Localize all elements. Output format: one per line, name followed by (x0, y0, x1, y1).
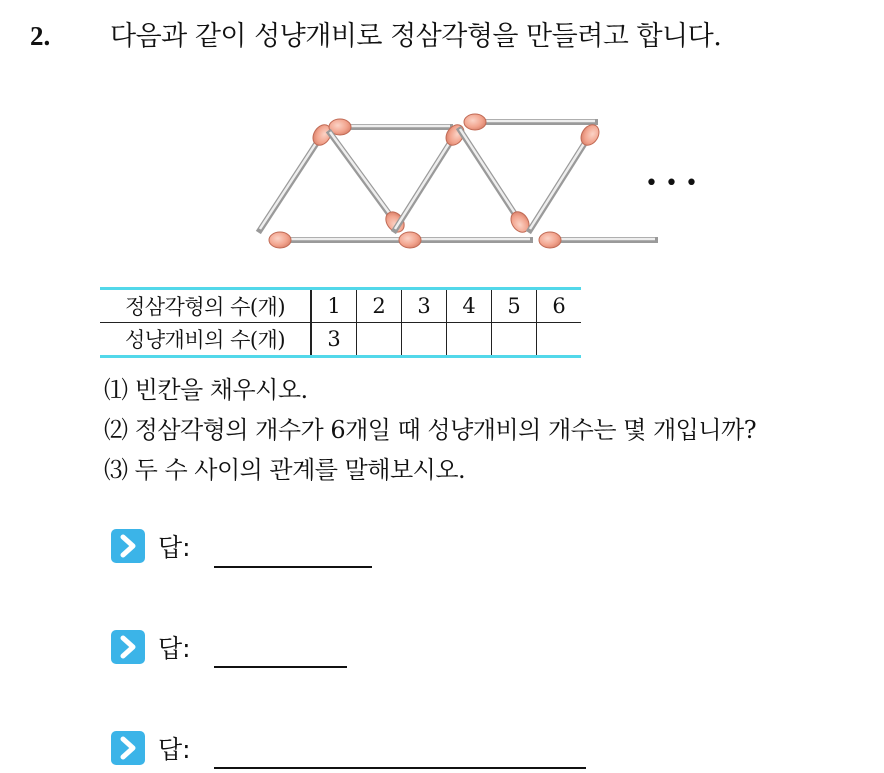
question-header (30, 14, 721, 53)
matchstick-highlight (530, 142, 585, 229)
subquestion-2: ⑵ 정삼각형의 개수가 6개일 때 성냥개비의 개수는 몇 개입니까? (104, 416, 757, 444)
matchstick-highlight (460, 129, 515, 213)
answer-label: 답: (158, 634, 191, 663)
chevron-right-icon (110, 528, 146, 564)
table-row-matches (100, 323, 581, 357)
answer-row-1 (110, 528, 191, 564)
answer-label: 답: (158, 735, 191, 764)
match-count-cell[interactable] (492, 323, 537, 357)
table-row-triangles (100, 289, 581, 323)
match-count-cell[interactable]: 3 (311, 323, 357, 357)
answer-label: 답: (158, 533, 191, 562)
answer-blank-1[interactable] (214, 566, 372, 568)
answer-row-3 (110, 730, 191, 766)
chevron-right-icon (110, 629, 146, 665)
matchstick-highlight (395, 142, 450, 229)
triangle-count-cell: 3 (402, 289, 447, 323)
question-text: 다음과 같이 성냥개비로 정삼각형을 만들려고 합니다. (110, 21, 722, 52)
matchstick-figure (250, 105, 700, 255)
triangle-count-cell: 5 (492, 289, 537, 323)
question-number: 2. (30, 21, 51, 51)
row-label-matches: 성냥개비의 수(개) (100, 323, 311, 357)
subquestion-1: ⑴ 빈칸을 채우시오. (104, 376, 308, 404)
match-count-cell[interactable] (447, 323, 492, 357)
matchstick-highlight (260, 142, 317, 229)
match-count-cell[interactable] (357, 323, 402, 357)
row-label-triangles: 정삼각형의 수(개) (100, 289, 311, 323)
match-head (464, 114, 486, 130)
matchstick-highlight (330, 132, 389, 213)
answer-blank-2[interactable] (214, 666, 347, 668)
match-count-cell[interactable] (537, 323, 582, 357)
triangle-count-cell: 2 (357, 289, 402, 323)
subquestion-3: ⑶ 두 수 사이의 관계를 말해보시오. (104, 456, 466, 484)
count-table (100, 287, 581, 358)
answer-blank-3[interactable] (214, 767, 586, 769)
match-head (399, 232, 421, 248)
match-head (539, 232, 561, 248)
triangle-count-cell: 1 (311, 289, 357, 323)
triangle-count-cell: 6 (537, 289, 582, 323)
continuation-dots: • • • (645, 171, 698, 196)
match-head (269, 232, 291, 248)
answer-row-2 (110, 629, 191, 665)
chevron-right-icon (110, 730, 146, 766)
triangle-count-cell: 4 (447, 289, 492, 323)
match-count-cell[interactable] (402, 323, 447, 357)
